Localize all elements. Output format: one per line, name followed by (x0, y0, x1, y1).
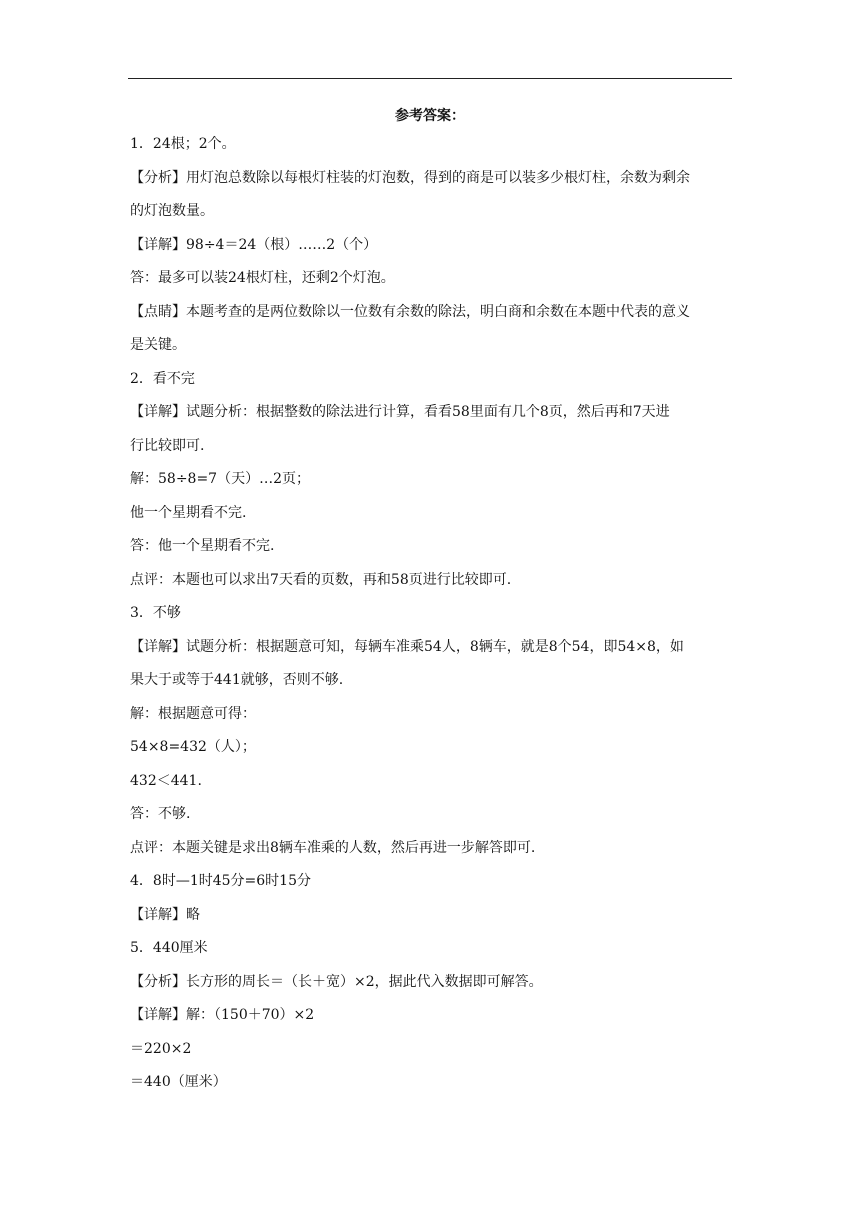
text-line: 【分析】长方形的周长＝（长＋宽）×2，据此代入数据即可解答。 (130, 973, 543, 990)
answer-content (130, 134, 734, 1106)
text-line: 432＜441. (130, 772, 202, 789)
text-line: 2．看不完 (130, 370, 195, 387)
text-line: 答：不够. (130, 806, 191, 822)
text-line: 果大于或等于441就够，否则不够. (130, 672, 344, 688)
text-line: 答：最多可以装24根灯柱，还剩2个灯泡。 (130, 270, 395, 286)
text-line: 【详解】解：（150＋70）×2 (130, 1007, 315, 1023)
text-line: 5．440厘米 (130, 940, 208, 956)
text-line: 3．不够 (130, 605, 181, 621)
text-line: 1．24根；2个。 (130, 136, 236, 152)
text-line: 点评：本题也可以求出7天看的页数，再和58页进行比较即可. (130, 571, 512, 588)
text-line: 【详解】略 (130, 906, 200, 923)
text-line: ＝220×2 (130, 1040, 192, 1057)
text-line: 是关键。 (130, 337, 186, 353)
text-line: ＝440（厘米） (130, 1074, 227, 1090)
text-line: 的灯泡数量。 (130, 203, 214, 219)
text-line: 行比较即可. (130, 437, 205, 454)
text-line: 【详解】试题分析：根据整数的除法进行计算，看看58里面有几个8页，然后再和7天进 (130, 404, 670, 420)
text-line: 解：58÷8=7（天）…2页； (130, 471, 310, 487)
text-line: 【详解】试题分析：根据题意可知，每辆车准乘54人，8辆车，就是8个54，即54×8，如 (130, 638, 684, 655)
page-title: 参考答案： (395, 108, 465, 124)
text-line: 答：他一个星期看不完. (130, 538, 275, 554)
text-line: 解：根据题意可得： (130, 705, 256, 722)
text-line: 54×8=432（人）； (130, 739, 256, 755)
text-line: 【详解】98÷4＝24（根）……2（个） (130, 236, 378, 253)
text-line: 点评：本题关键是求出8辆车准乘的人数，然后再进一步解答即可. (130, 839, 536, 856)
header-rule (128, 78, 732, 79)
text-line: 【点睛】本题考查的是两位数除以一位数有余数的除法，明白商和余数在本题中代表的意义 (130, 303, 690, 320)
text-line: 他一个星期看不完. (130, 504, 247, 521)
text-line: 【分析】用灯泡总数除以每根灯柱装的灯泡数，得到的商是可以装多少根灯柱，余数为剩余 (130, 169, 690, 186)
text-line: 4．8时—1时45分=6时15分 (130, 873, 311, 889)
